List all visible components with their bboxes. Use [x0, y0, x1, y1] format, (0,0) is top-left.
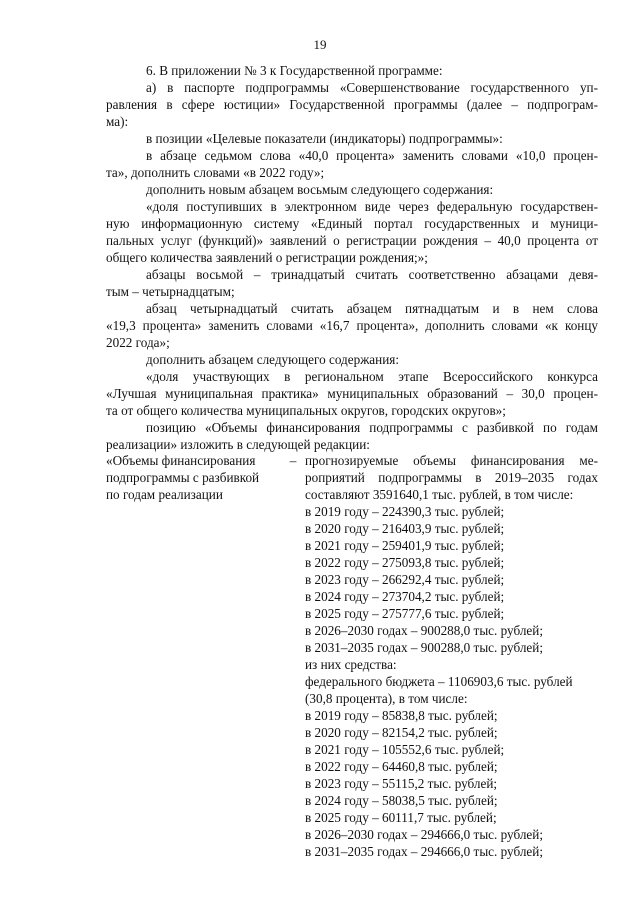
paragraph-line: дополнить новым абзацем восьмым следующего содержания:: [146, 182, 494, 197]
paragraph-line: та», дополнить словами «в 2022 году»;: [106, 165, 325, 180]
table-right-line: в 2022 году – 64460,8 тыс. рублей;: [305, 759, 498, 774]
paragraph-line: позицию «Объемы финансирования подпрограммы с разбивкой по годам: [146, 420, 598, 435]
paragraph-line: абзацы восьмой – тринадцатый считать соответственно абзацами девя-: [146, 267, 598, 282]
paragraph-line: равления в сфере юстиции» Государственной программы (далее – подпрограм-: [106, 97, 598, 112]
table-right-line: роприятий подпрограммы в 2019–2035 годах: [305, 470, 598, 485]
paragraph-line: «19,3 процента» заменить словами «16,7 процента», дополнить словами «к концу: [106, 318, 598, 333]
table-right-line: (30,8 процента), в том числе:: [305, 691, 468, 706]
paragraph-line: дополнить абзацем следующего содержания:: [146, 352, 400, 367]
document-body: [106, 62, 598, 453]
paragraph-line: общего количества заявлений о регистрации рождения;»;: [106, 250, 428, 265]
paragraph-line: пальных услуг (функций)» заявлений о регистрации рождения – 40,0 процента от: [106, 233, 598, 248]
financing-table: [106, 452, 598, 860]
table-right-line: в 2025 году – 275777,6 тыс. рублей;: [305, 606, 505, 621]
table-left-line: «Объемы финансирования: [106, 453, 256, 468]
table-right-line: в 2021 году – 259401,9 тыс. рублей;: [305, 538, 505, 553]
table-right-line: в 2025 году – 60111,7 тыс. рублей;: [305, 810, 497, 825]
paragraph-line: 6. В приложении № 3 к Государственной программе:: [146, 63, 443, 78]
paragraph-line: ную информационную систему «Единый портал государственных и муници-: [106, 216, 598, 231]
table-right-line: в 2026–2030 годах – 294666,0 тыс. рублей;: [305, 827, 543, 842]
table-right-line: в 2020 году – 82154,2 тыс. рублей;: [305, 725, 498, 740]
paragraph-line: в абзаце седьмом слова «40,0 процента» заменить словами «10,0 процен-: [146, 148, 598, 163]
table-right-line: в 2024 году – 58038,5 тыс. рублей;: [305, 793, 498, 808]
paragraph-line: «доля поступивших в электронном виде через федеральную государствен-: [146, 199, 598, 214]
paragraph-line: абзац четырнадцатый считать абзацем пятнадцатым и в нем слова: [146, 301, 598, 316]
table-left-line: по годам реализации: [106, 487, 223, 502]
table-right-line: в 2020 году – 216403,9 тыс. рублей;: [305, 521, 505, 536]
table-right-line: в 2023 году – 55115,2 тыс. рублей;: [305, 776, 498, 791]
table-right-line: в 2024 году – 273704,2 тыс. рублей;: [305, 589, 505, 604]
table-right-line: составляют 3591640,1 тыс. рублей, в том числе:: [305, 487, 574, 502]
table-right-line: федерального бюджета – 1106903,6 тыс. рублей: [305, 674, 573, 689]
page-number: 19: [313, 37, 327, 52]
table-left-line: подпрограммы с разбивкой: [106, 470, 260, 485]
table-right-line: в 2021 году – 105552,6 тыс. рублей;: [305, 742, 505, 757]
paragraph-line: «доля участвующих в региональном этапе Всероссийского конкурса: [146, 369, 598, 384]
paragraph-line: 2022 года»;: [106, 335, 170, 350]
table-right-column: [305, 452, 598, 860]
table-dash: –: [289, 453, 297, 468]
table-left-column: [106, 452, 281, 860]
table-right-line: в 2022 году – 275093,8 тыс. рублей;: [305, 555, 505, 570]
table-right-line: в 2019 году – 85838,8 тыс. рублей;: [305, 708, 498, 723]
table-right-line: в 2026–2030 годах – 900288,0 тыс. рублей;: [305, 623, 543, 638]
table-right-line: прогнозируемые объемы финансирования ме-: [305, 453, 598, 468]
table-right-line: из них средства:: [305, 657, 397, 672]
paragraph-line: тым – четырнадцатым;: [106, 284, 235, 299]
table-right-line: в 2031–2035 годах – 294666,0 тыс. рублей;: [305, 844, 543, 859]
paragraph-line: реализации» изложить в следующей редакции:: [106, 437, 370, 452]
paragraph-line: ма):: [106, 114, 129, 129]
paragraph-line: в позиции «Целевые показатели (индикаторы) подпрограммы»:: [146, 131, 503, 146]
table-right-line: в 2023 году – 266292,4 тыс. рублей;: [305, 572, 505, 587]
table-right-line: в 2031–2035 годах – 900288,0 тыс. рублей;: [305, 640, 543, 655]
paragraph-line: «Лучшая муниципальная практика» муниципальных образований – 30,0 процен-: [106, 386, 598, 401]
table-right-line: в 2019 году – 224390,3 тыс. рублей;: [305, 504, 505, 519]
paragraph-line: та от общего количества муниципальных округов, городских округов»;: [106, 403, 506, 418]
paragraph-line: а) в паспорте подпрограммы «Совершенствование государственного уп-: [146, 80, 598, 95]
